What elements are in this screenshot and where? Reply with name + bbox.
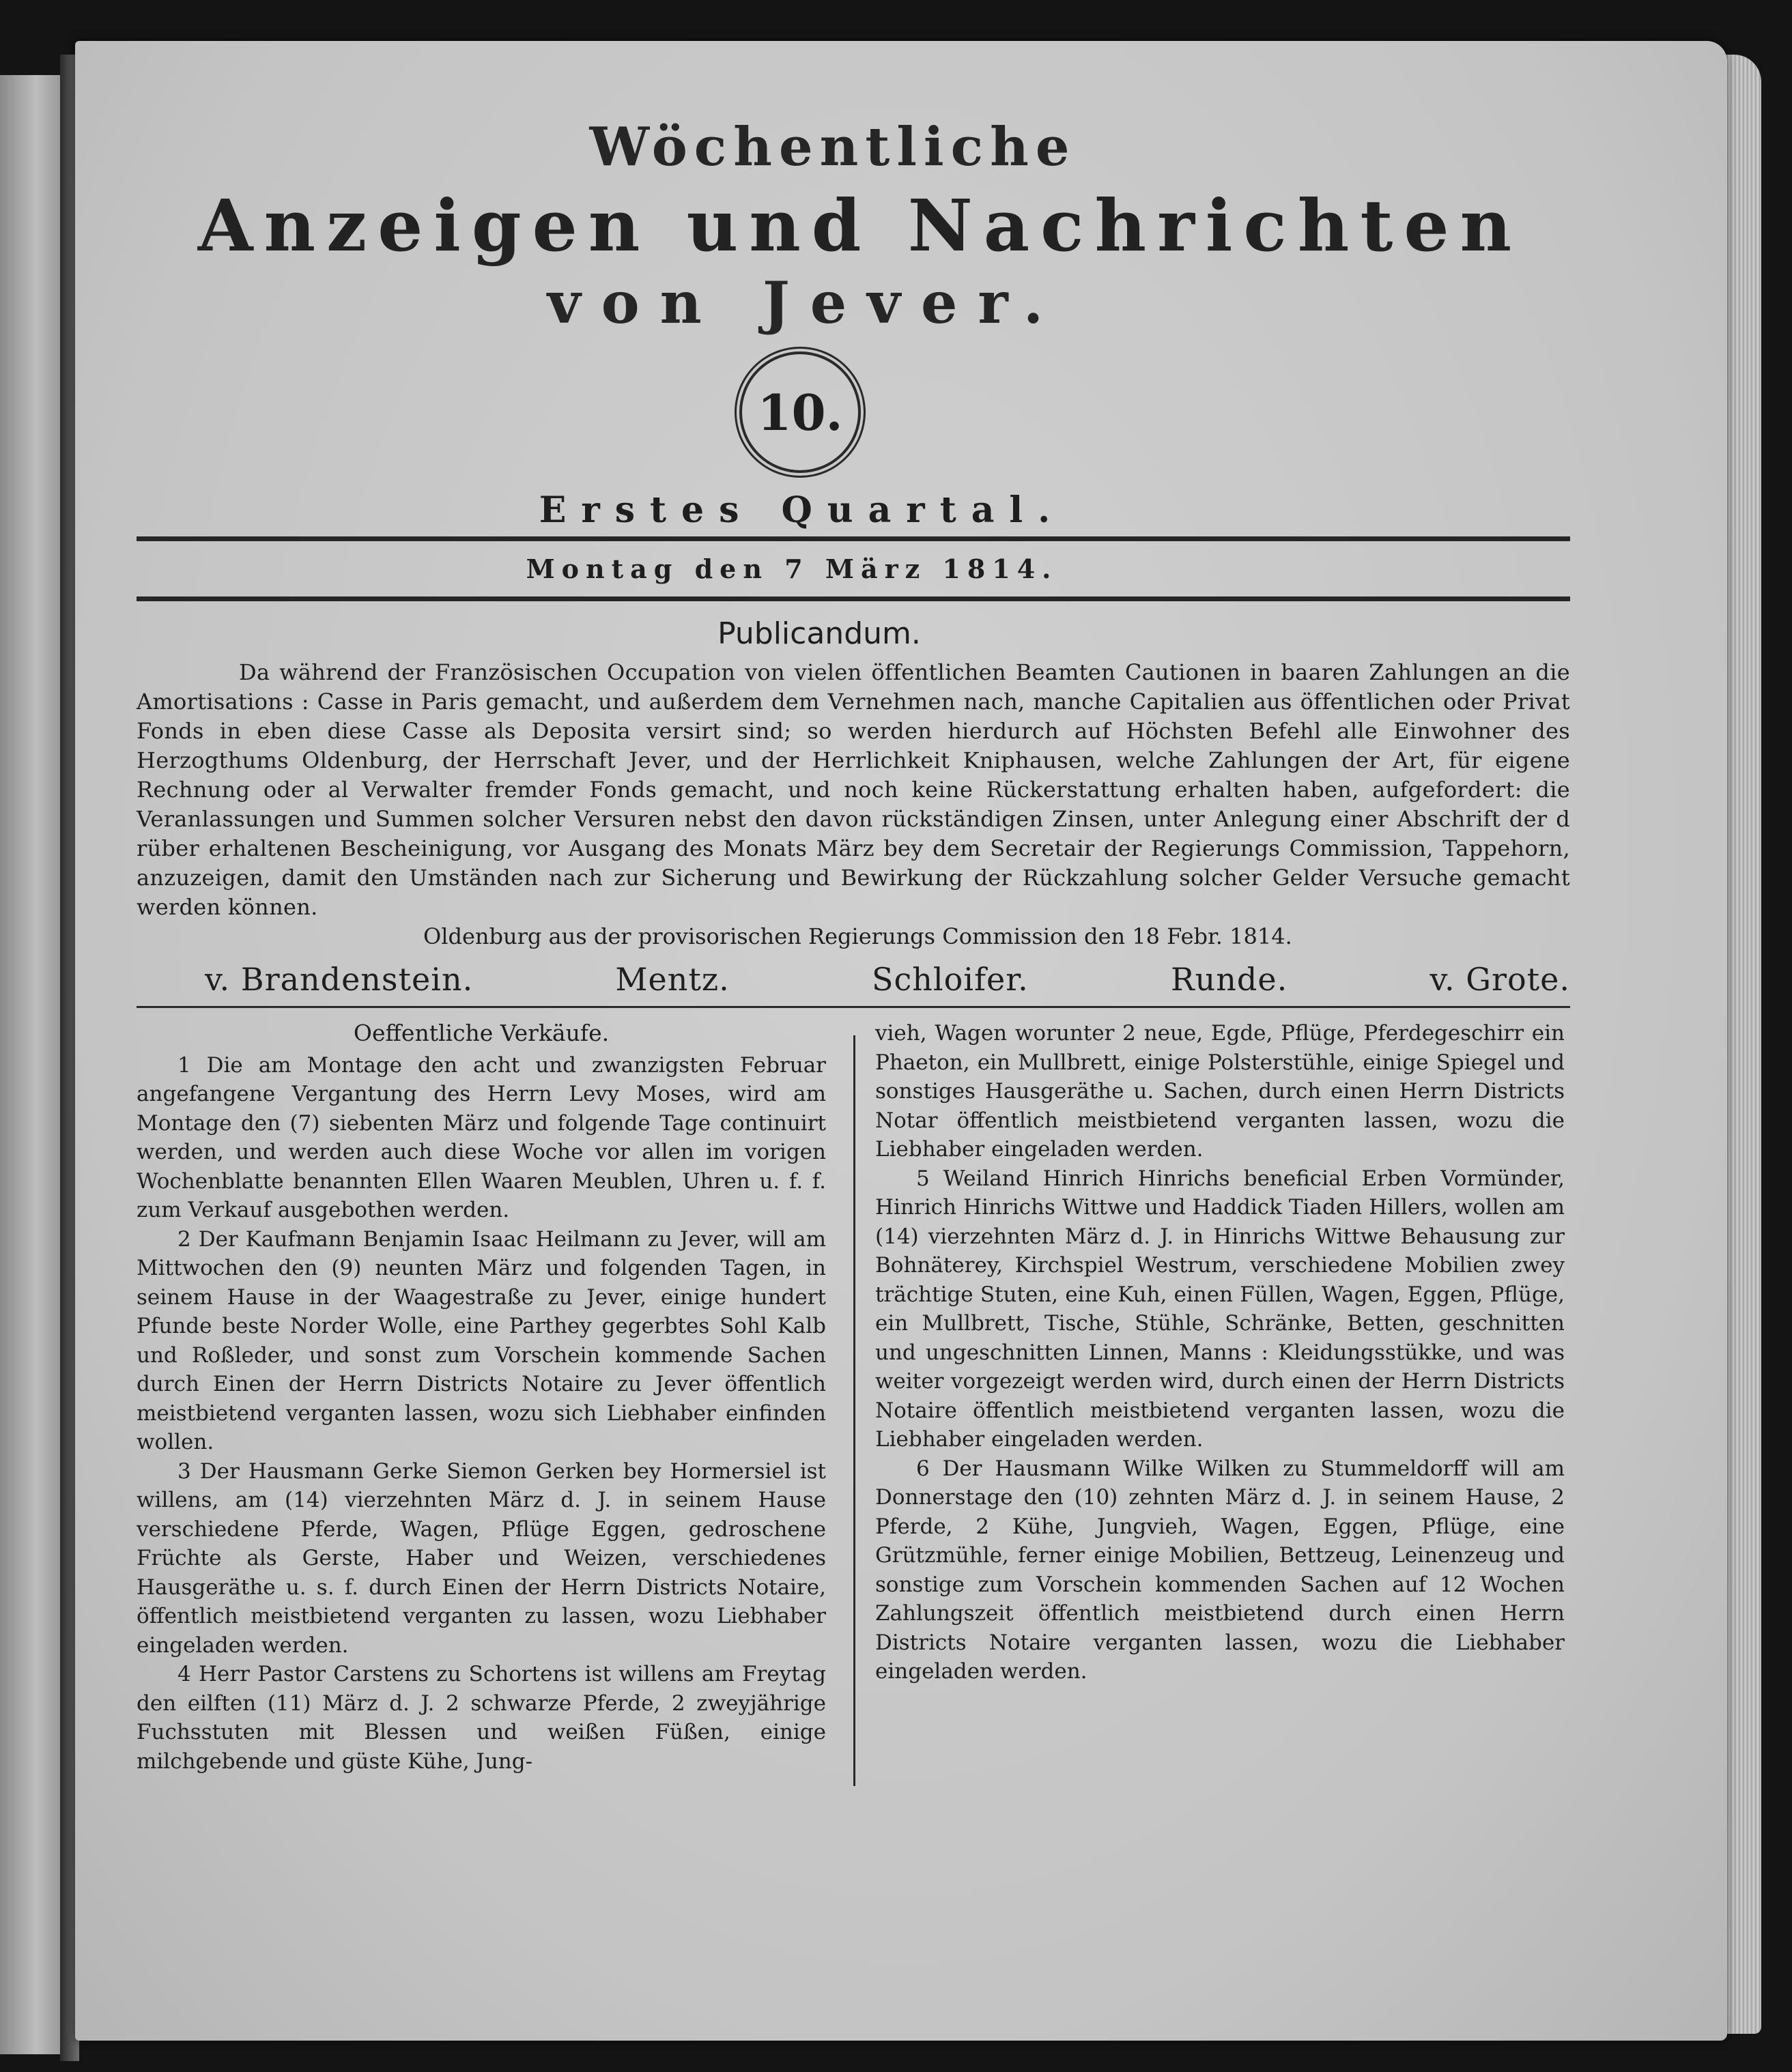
signature: Runde. <box>1171 961 1288 998</box>
signature: v. Grote. <box>1430 961 1570 998</box>
sale-notice-continued: vieh, Wagen worunter 2 neue, Egde, Pflüge, Pferdegeschirr ein Phaeton, ein Mullbrett, einige Polsterstühle, einige Spiegel und sonstiges Hausgeräthe u. Sachen, durch einen Herrn Districts Notar öffentlich meistbietend verganten lassen, wozu die Liebhaber eingeladen werden. <box>875 1021 1565 1162</box>
issue-number: 10. <box>757 383 843 442</box>
sale-notice: 3 Der Hausmann Gerke Siemon Gerken bey Hormersiel ist willens, am (14) vierzehnten März d. J. in seinem Hause verschiedene Pferde, Wagen, Pflüge Eggen, gedroschene Früchte als Gerste, Haber und Weizen, verschiedenes Hausgeräthe u. s. f. durch Einen der Herrn Districts Notaire, öffentlich meistbietend verganten zu lassen, wozu Liebhaber eingeladen werden. <box>137 1458 826 1658</box>
masthead-line-3: von Jever. <box>547 269 1064 336</box>
signature: v. Brandenstein. <box>205 961 474 998</box>
sales-columns <box>137 1019 1570 1776</box>
right-column <box>851 1019 1565 1776</box>
masthead <box>137 116 1570 531</box>
column-divider <box>853 1035 855 1786</box>
sale-notice: 2 Der Kaufmann Benjamin Isaac Heilmann zu Jever, will am Mittwochen den (9) neunten März und folgenden Tagen, in seinem Hause in der Waagestraße zu Jever, einige hundert Pfunde beste Norder Wolle, eine Parthey gegerbtes Sohl Kalb und Roßleder, und sonst zum Vorschein kommende Sachen durch Einen der Herrn Districts Notaire zu Jever öffentlich meistbietend verganten lassen, wozu sich Liebhaber einfinden wollen. <box>137 1226 826 1454</box>
masthead-line-1: Wöchentliche <box>589 116 1077 178</box>
signature: Schloifer. <box>871 961 1029 998</box>
issue-date: Montag den 7 März 1814. <box>526 553 1058 584</box>
date-rule <box>137 596 1570 601</box>
page-content <box>137 116 1570 1776</box>
issue-number-badge <box>739 351 861 473</box>
signature: Mentz. <box>615 961 730 998</box>
sale-notice: 5 Weiland Hinrich Hinrichs beneficial Erben Vormünder, Hinrich Hinrichs Wittwe und Haddick Tiaden Hillers, wollen am (14) vierzehnten März d. J. in Hinrichs Wittwe Behausung zur Bohnäterey, Kirchspiel Westrum, verschiedene Mobilien zwey trächtige Stuten, eine Kuh, einen Füllen, Wagen, Eggen, Pflüge, ein Mullbrett, Tische, Stühle, Schränke, Betten, geschnitten und ungeschnitten Linnen, Manns : Kleidungsstükke, und was weiter vorgezeigt werden wird, durch einen der Herrn Districts Notaire öffentlich meistbietend verganten lassen, wozu die Liebhaber eingeladen werden. <box>875 1166 1565 1452</box>
sale-notice: 6 Der Hausmann Wilke Wilken zu Stummeldorff will am Donnerstage den (10) zehnten März d. J. in seinem Hause, 2 Pferde, 2 Kühe, Jungvieh, Wagen, Eggen, Pflüge, eine Grützmühle, ferner einige Mobilien, Bettzeug, Leinenzeug und sonstige zum Vorschein kommenden Sachen auf 12 Wochen Zahlungszeit öffentlich meistbietend durch einen Herrn Districts Notaire verganten lassen, wozu die Liebhaber eingeladen werden. <box>875 1456 1565 1684</box>
signatures <box>137 961 1570 998</box>
left-column <box>137 1019 851 1776</box>
publicandum-body: Da während der Französischen Occupation von vielen öffentlichen Beamten Cautionen in baaren Zahlungen an die Amortisations : Casse in Paris gemacht, und außerdem dem Vernehmen nach, manche Capitalien aus öffentlichen oder Privat Fonds in eben diese Casse als Deposita versirt sind; so werden hierdurch auf Höchsten Befehl alle Einwohner des Herzogthums Oldenburg, der Herrschaft Jever, und der Herrlichkeit Kniphausen, welche Zahlungen der Art, für eigene Rechnung oder al Verwalter fremder Fonds gemacht, und noch keine Rückerstattung erhalten haben, aufgefordert: die Veranlassungen und Summen solcher Versuren nebst den davon rückständigen Zinsen, unter Anlegung einer Abschrift der d rüber erhaltenen Bescheinigung, vor Ausgang des Monats März bey dem Secretair der Regierungs Commission, Tappehorn, anzuzeigen, damit den Umständen nach zur Sicherung und Bewirkung der Rückzahlung solcher Gelder Versuche gemacht werden können. <box>137 659 1570 920</box>
sale-notice: 1 Die am Montage den acht und zwanzigsten Februar angefangene Vergantung des Herrn Levy Moses, wird am Montage den (7) siebenten März und folgende Tage continuirt werden, und werden auch diese Woche vor allen im vorigen Wochenblatte benannten Ellen Waaren Meublen, Uhren u. f. f. zum Verkauf ausgebothen werden. <box>137 1052 826 1222</box>
newspaper-page <box>75 41 1727 2041</box>
masthead-line-2: Anzeigen und Nachrichten <box>197 184 1523 268</box>
publicandum-title: Publicandum. <box>717 616 921 651</box>
sales-heading: Oeffentliche Verkäufe. <box>353 1020 610 1046</box>
publicandum-place-date: Oldenburg aus der provisorischen Regierungs Commission den 18 Febr. 1814. <box>423 923 1292 949</box>
top-rule <box>137 536 1570 541</box>
quarter-label: Erstes Quartal. <box>539 489 1066 531</box>
sale-notice: 4 Herr Pastor Carstens zu Schortens ist willens am Freytag den eilften (11) März d. J. 2 schwarze Pferde, 2 zweyjährige Fuchsstuten mit Blessen und weißen Füßen, einige milchgebende und güste Kühe, Jung- <box>137 1662 826 1774</box>
section-rule <box>137 1006 1570 1008</box>
adjacent-left-page <box>0 75 60 2054</box>
